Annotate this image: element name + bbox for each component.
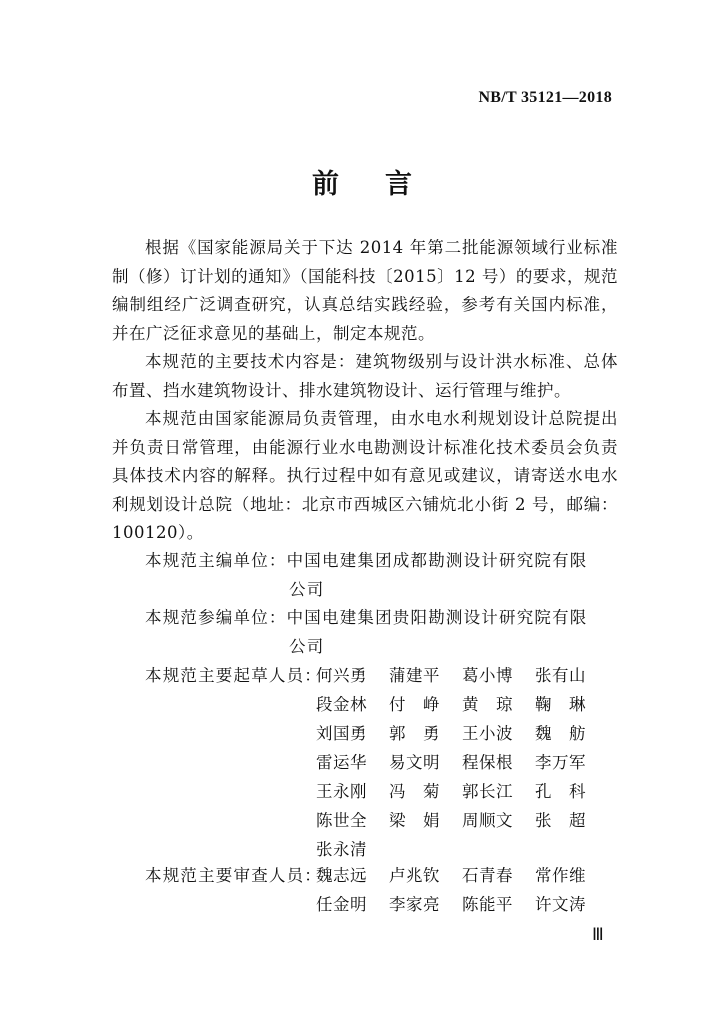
chief-unit-value-cont: 公司	[289, 580, 325, 599]
chief-unit-label: 本规范主编单位：	[145, 551, 287, 570]
drafter-name: 雷运华	[316, 753, 367, 772]
page-number: Ⅲ	[592, 925, 604, 944]
reviewer-row	[316, 862, 608, 891]
drafter-name: 冯 菊	[389, 782, 440, 801]
reviewer-name: 卢兆钦	[389, 866, 440, 885]
drafter-name: 张 超	[535, 811, 586, 830]
drafter-name: 梁 娟	[389, 811, 440, 830]
drafter-name: 葛小博	[462, 666, 513, 685]
reviewers-label: 本规范主要审查人员：	[145, 866, 322, 885]
standard-code: NB/T 35121—2018	[478, 89, 612, 106]
drafter-name: 付 峥	[389, 695, 440, 714]
reviewers-names	[316, 862, 608, 920]
paragraph-basis: 根据《国家能源局关于下达 2014 年第二批能源领域行业标准制（修）订计划的通知》（国能科技〔2015〕12 号）的要求，规范编制组经广泛调查研究，认真总结实践经验，参考有关国内标准，并在广泛征求意见的基础上，制定本规范。	[112, 238, 618, 343]
drafter-row	[316, 807, 608, 836]
participating-unit-value: 中国电建集团贵阳勘测设计研究院有限	[286, 608, 588, 627]
drafter-name: 鞠 琳	[535, 695, 586, 714]
drafter-name: 张有山	[535, 666, 586, 685]
drafter-row	[316, 749, 608, 778]
drafter-name: 蒲建平	[389, 666, 440, 685]
paragraph-main-content: 本规范的主要技术内容是：建筑物级别与设计洪水标准、总体布置、挡水建筑物设计、排水建筑物设计、运行管理与维护。	[112, 352, 618, 400]
participating-unit-value-cont: 公司	[289, 637, 325, 656]
drafters-label: 本规范主要起草人员：	[145, 666, 322, 685]
drafter-name: 黄 琼	[462, 695, 513, 714]
drafter-name: 周顺文	[462, 811, 513, 830]
drafter-name: 郭长江	[462, 782, 513, 801]
drafter-name: 易文明	[389, 753, 440, 772]
drafter-row	[316, 691, 608, 720]
participating-unit-label: 本规范参编单位：	[145, 608, 287, 627]
drafter-row	[316, 778, 608, 807]
reviewer-name: 魏志远	[316, 866, 367, 885]
drafter-row	[316, 720, 608, 749]
drafter-name: 段金林	[316, 695, 367, 714]
drafter-name: 何兴勇	[316, 666, 367, 685]
reviewer-name: 任金明	[316, 895, 367, 914]
drafter-name: 郭 勇	[389, 724, 440, 743]
drafter-name: 刘国勇	[316, 724, 367, 743]
chief-unit-row	[145, 547, 588, 576]
drafter-name: 王永刚	[316, 782, 367, 801]
chief-unit-value: 中国电建集团成都勘测设计研究院有限	[286, 551, 588, 570]
drafter-row	[316, 662, 608, 691]
drafters-names	[316, 662, 608, 865]
drafter-name: 张永清	[316, 840, 367, 859]
drafter-name: 程保根	[462, 753, 513, 772]
reviewer-name: 常作维	[535, 866, 586, 885]
paragraph-management: 本规范由国家能源局负责管理，由水电水利规划设计总院提出并负责日常管理，由能源行业水电勘测设计标准化技术委员会负责具体技术内容的解释。执行过程中如有意见或建议，请寄送水电水利规划设计总院（地址：北京市西城区六铺炕北小街 2 号，邮编：100120）。	[112, 409, 618, 542]
reviewer-name: 陈能平	[462, 895, 513, 914]
reviewer-row	[316, 891, 608, 920]
drafter-name: 魏 舫	[535, 724, 586, 743]
participating-unit-row	[145, 604, 588, 633]
reviewer-name: 李家亮	[389, 895, 440, 914]
drafter-name: 李万军	[535, 753, 586, 772]
drafter-name: 孔 科	[535, 782, 586, 801]
drafter-name: 王小波	[462, 724, 513, 743]
drafter-row	[316, 836, 608, 865]
page-title: 前言	[312, 169, 458, 200]
reviewer-name: 石青春	[462, 866, 513, 885]
reviewer-name: 许文涛	[535, 895, 586, 914]
drafter-name: 陈世全	[316, 811, 367, 830]
